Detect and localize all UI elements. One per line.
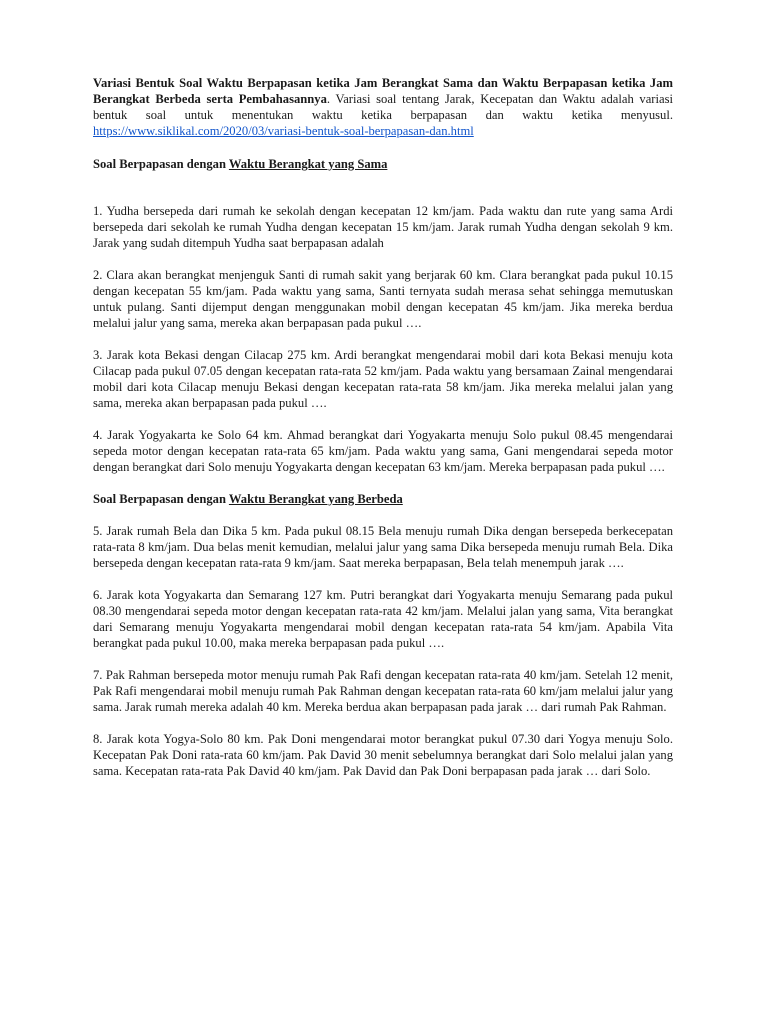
document-page [93,75,673,779]
intro-text: . Variasi soal tentang Jarak, Kecepatan dan Waktu adalah variasi bentuk soal untuk menentukan waktu ketika berpapasan dan waktu ketika menyusul. [93,92,673,122]
section-heading-same-time [93,156,673,172]
source-link[interactable]: https://www.siklikal.com/2020/03/variasi-bentuk-soal-berpapasan-dan.html [93,124,474,138]
question-2: 2. Clara akan berangkat menjenguk Santi di rumah sakit yang berjarak 60 km. Clara berangkat pada pukul 10.15 dengan kecepatan 55 km/jam. Pada waktu yang sama, Santi ternyata sudah merasa sehat sehingga memutuskan untuk pulang. Santi dijemput dengan menggunakan mobil dengan kecepatan 45 km/jam. Jika mereka berdua melalui jalur yang sama, mereka akan berpapasan pada pukul …. [93,268,673,330]
intro-paragraph [93,75,673,139]
section-heading-underlined: Waktu Berangkat yang Sama [228,157,388,171]
question-5: 5. Jarak rumah Bela dan Dika 5 km. Pada pukul 08.15 Bela menuju rumah Dika dengan bersepeda berkecepatan rata-rata 8 km/jam. Dua belas menit kemudian, melalui jalur yang sama Dika bersepeda menuju rumah Bela. Dika bersepeda dengan kecepatan rata-rata 9 km/jam. Saat mereka berpapasan, Bela telah menempuh jarak …. [93,524,673,570]
question-8: 8. Jarak kota Yogya-Solo 80 km. Pak Doni mengendarai motor berangkat pukul 07.30 dari Yogya menuju Solo. Kecepatan Pak Doni rata-rata 60 km/jam. Pak David 30 menit sebelumnya berangkat dari Solo melalui jalan yang sama. Kecepatan rata-rata Pak David 40 km/jam. Pak David dan Pak Doni berpapasan pada jarak … dari Solo. [93,732,673,778]
question-6: 6. Jarak kota Yogyakarta dan Semarang 127 km. Putri berangkat dari Yogyakarta menuju Semarang pada pukul 08.30 mengendarai sepeda motor dengan kecepatan rata-rata 42 km/jam. Melalui jalan yang sama, Vita berangkat dari Semarang menuju Yogyakarta mengendarai mobil dengan kecepatan rata-rata 54 km/jam. Apabila Vita berangkat pada pukul 10.00, maka mereka berpapasan pada pukul …. [93,588,673,650]
question-4: 4. Jarak Yogyakarta ke Solo 64 km. Ahmad berangkat dari Yogyakarta menuju Solo pukul 08.45 mengendarai sepeda motor dengan kecepatan rata-rata 65 km/jam. Pada waktu yang sama, Gani mengendarai sepeda motor dengan berangkat dari Solo menuju Yogyakarta dengan kecepatan 63 km/jam. Mereka berpapasan pada pukul …. [93,428,673,474]
question-group-different-time [93,523,673,779]
question-1: 1. Yudha bersepeda dari rumah ke sekolah dengan kecepatan 12 km/jam. Pada waktu dan rute yang sama Ardi bersepeda dari sekolah ke rumah Yudha dengan kecepatan 15 km/jam. Jarak rumah Yudha dengan sekolah 9 km. Jarak yang sudah ditempuh Yudha saat berpapasan adalah [93,204,673,250]
question-7: 7. Pak Rahman bersepeda motor menuju rumah Pak Rafi dengan kecepatan rata-rata 40 km/jam. Setelah 12 menit, Pak Rafi mengendarai mobil menuju rumah Pak Rahman dengan kecepatan rata-rata 60 km/jam melalui jalur yang sama. Jarak rumah mereka adalah 40 km. Mereka berdua akan berpapasan pada jarak … dari rumah Pak Rahman. [93,668,673,714]
section-heading-underlined: Waktu Berangkat yang Berbeda [228,492,403,506]
section-heading-prefix: Soal Berpapasan dengan [93,157,229,171]
section-heading-different-time [93,491,673,507]
intro-title: Variasi Bentuk Soal Waktu Berpapasan ketika Jam Berangkat Sama dan Waktu Berpapasan ketika Jam Berangkat Berbeda serta Pembahasannya [93,76,673,106]
question-3: 3. Jarak kota Bekasi dengan Cilacap 275 km. Ardi berangkat mengendarai mobil dari kota Bekasi menuju kota Cilacap pada pukul 07.05 dengan kecepatan rata-rata 52 km/jam. Pada waktu yang bersamaan Zainal mengendarai mobil dari kota Cilacap menuju Bekasi dengan kecepatan rata-rata 58 km/jam. Jika mereka melalui jalan yang sama, mereka akan berpapasan pada pukul …. [93,348,673,410]
section-heading-prefix: Soal Berpapasan dengan [93,492,229,506]
question-group-same-time [93,203,673,475]
